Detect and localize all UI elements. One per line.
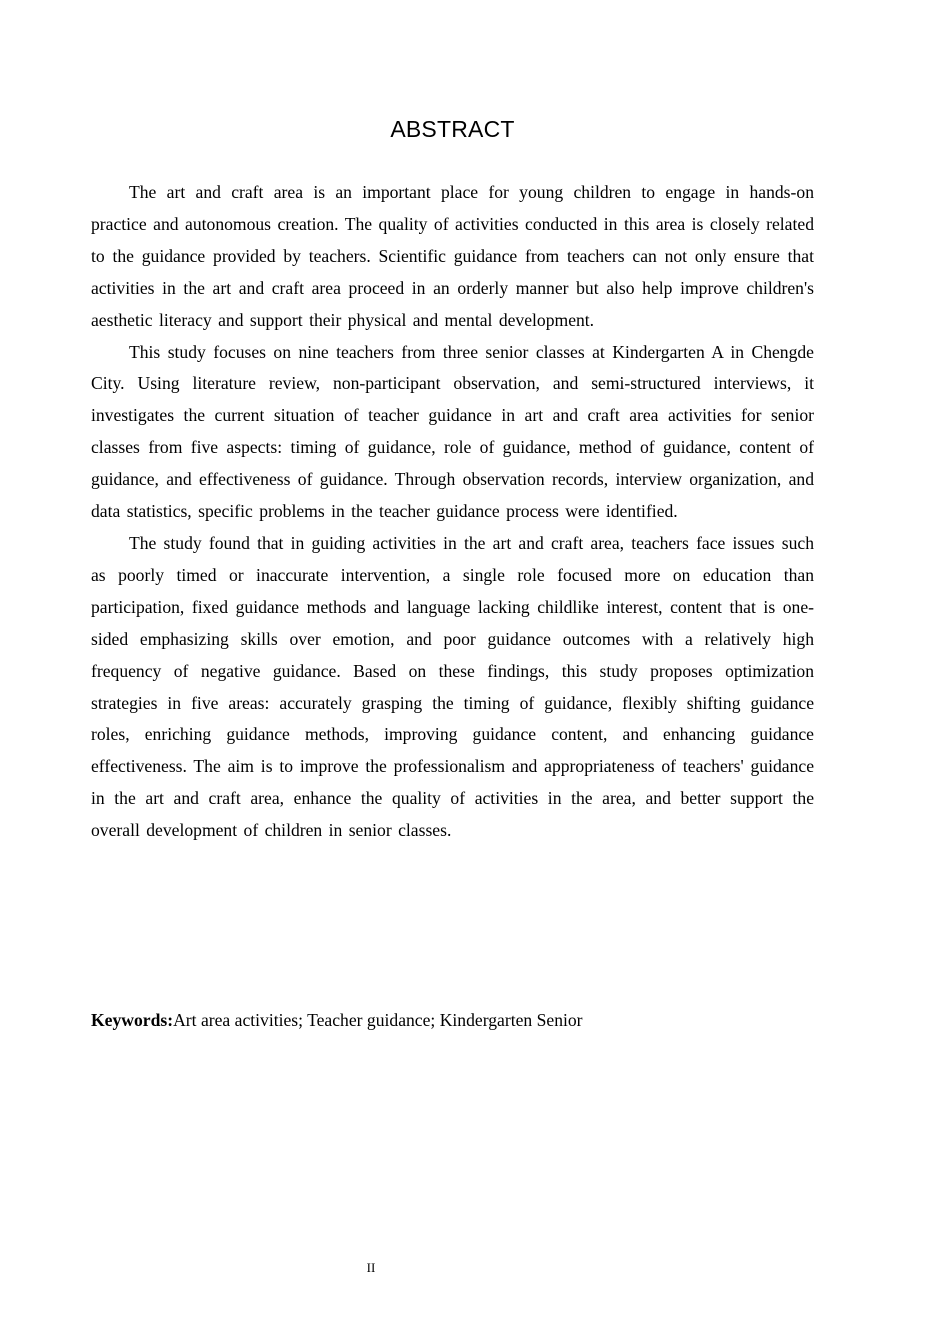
abstract-paragraph: The art and craft area is an important place for young children to engage in hands-on practice and autonomous creation. The quality of activities conducted in this area is closely related to the guidance provided by teachers. Scientific guidance from teachers can not only ensure that activities in the art and craft area proceed in an orderly manner but also help improve children's aesthetic literacy and support their physical and mental development. xyxy=(91,182,814,330)
keywords-label: Keywords: xyxy=(91,1010,174,1030)
abstract-body xyxy=(91,177,814,847)
page-number: II xyxy=(366,1260,376,1275)
keywords-text: Art area activities; Teacher guidance; Kindergarten Senior xyxy=(173,1010,583,1030)
keywords-line xyxy=(91,1005,814,1035)
abstract-title: ABSTRACT xyxy=(390,116,515,142)
abstract-paragraph: The study found that in guiding activities in the art and craft area, teachers face issues such as poorly timed or inaccurate intervention, a single role focused more on education than participation, fixed guidance methods and language lacking childlike interest, content that is one-sided emphasizing skills over emotion, and poor guidance outcomes with a relatively high frequency of negative guidance. Based on these findings, this study proposes optimization strategies in five areas: accurately grasping the timing of guidance, flexibly shifting guidance roles, enriching guidance methods, improving guidance content, and enhancing guidance effectiveness. The aim is to improve the professionalism and appropriateness of teachers' guidance in the art and craft area, enhance the quality of activities in the area, and better support the overall development of children in senior classes. xyxy=(91,532,814,841)
abstract-paragraph: This study focuses on nine teachers from three senior classes at Kindergarten A in Chengde City. Using literature review, non-participant observation, and semi-structured interviews, it investigates the current situation of teacher guidance in art and craft area activities for senior classes from five aspects: timing of guidance, role of guidance, method of guidance, content of guidance, and effectiveness of guidance. Through observation records, interview organization, and data statistics, specific problems in the teacher guidance process were identified. xyxy=(91,341,814,522)
